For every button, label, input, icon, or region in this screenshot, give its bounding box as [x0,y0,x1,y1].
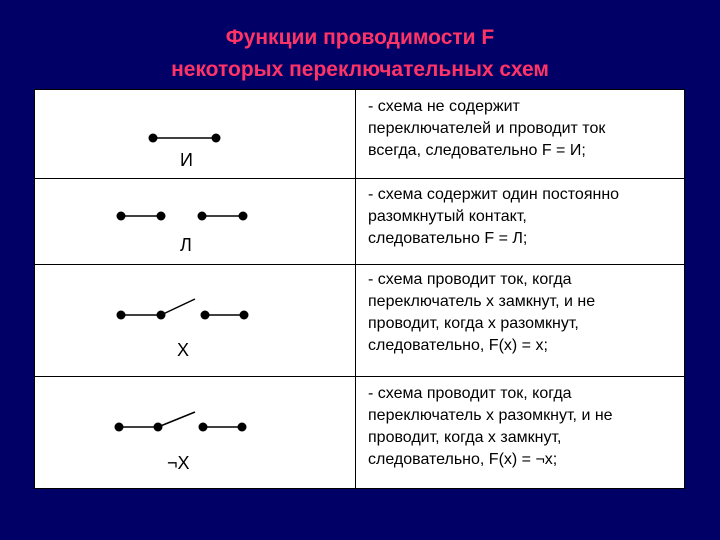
symbol-x: X [177,340,190,360]
row-3-description [368,269,668,357]
title-line-1: Функции проводимости F [225,26,495,49]
desc-line: - схема содержит один постоянно [368,186,620,203]
desc-line: переключателей и проводит ток [368,120,606,137]
row-2-description [368,184,668,250]
desc-line: проводит, когда x замкнут, [368,429,562,446]
symbol-true: И [180,150,193,170]
table-row-not-x [35,376,684,489]
row-4-description [368,383,668,471]
row-1-description [368,96,668,162]
desc-line: - схема проводит ток, когда [368,385,572,402]
desc-line: всегда, следовательно F = И; [368,142,586,159]
circuit-switch-not-x-diagram [35,377,355,489]
switch-circuits-table [34,89,685,489]
table-row-x [35,264,684,377]
table-row-false [35,178,684,265]
desc-line: следовательно F = Л; [368,230,528,247]
symbol-not-x: ¬X [167,453,190,473]
table-row-true [35,90,684,178]
title-line-2: некоторых переключательных схем [171,58,549,81]
desc-line: разомкнутый контакт, [368,208,527,225]
desc-line: следовательно, F(x) = x; [368,337,548,354]
symbol-false: Л [180,235,192,255]
circuit-switch-x-diagram [35,265,355,377]
desc-line: - схема проводит ток, когда [368,271,572,288]
circuit-open-diagram [35,179,355,265]
desc-line: проводит, когда x разомкнут, [368,315,579,332]
desc-line: переключатель x разомкнут, и не [368,407,613,424]
desc-line: переключатель x замкнут, и не [368,293,596,310]
desc-line: - схема не содержит [368,98,520,115]
desc-line: следовательно, F(x) = ¬x; [368,451,558,468]
circuit-closed-diagram [35,90,355,178]
